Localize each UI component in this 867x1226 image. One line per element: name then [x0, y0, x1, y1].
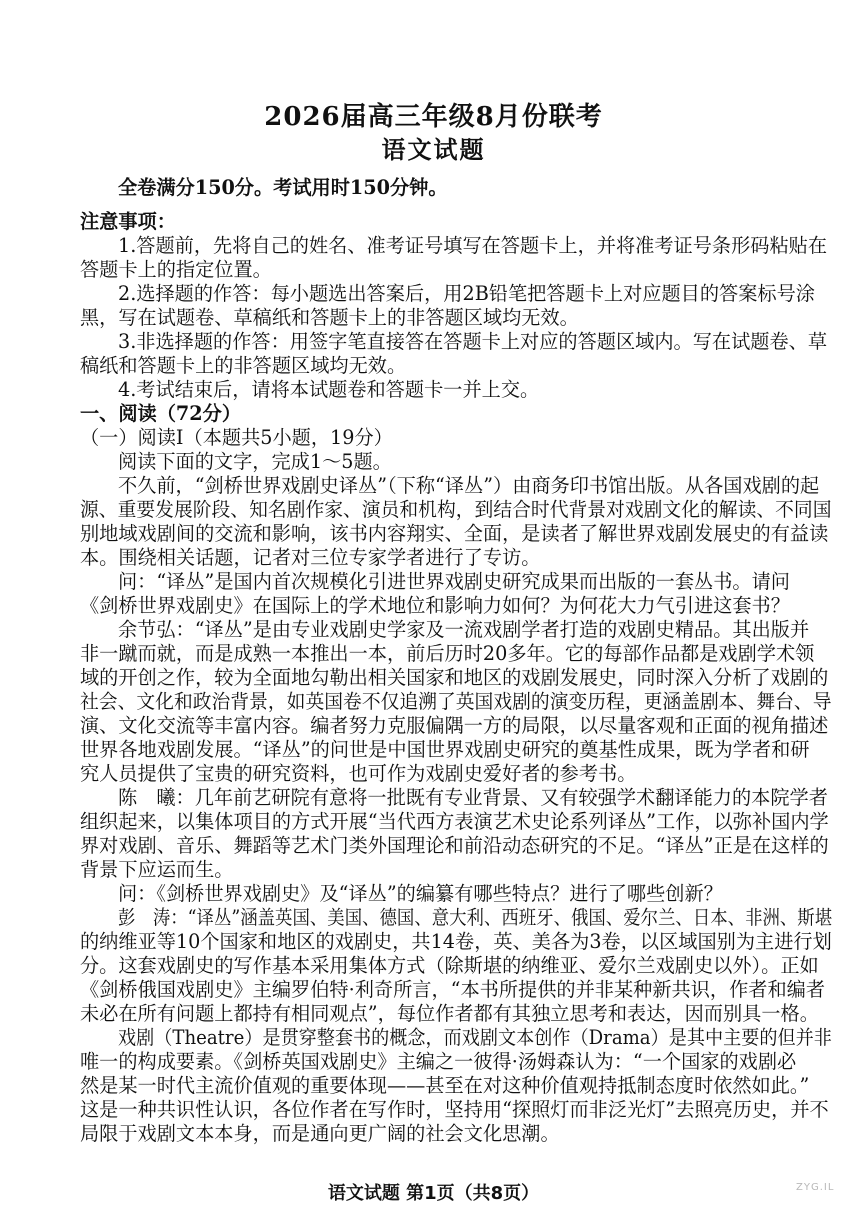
text-line: 一、阅读（72分）	[80, 402, 242, 425]
text-line: （一）阅读Ⅰ（本题共5小题，19分）	[80, 426, 393, 449]
text-line: 组织起来，以集体项目的方式开展“当代西方表演艺术史论系列译丛”工作，以弥补国内学	[80, 810, 829, 833]
exam-title: 2026届高三年级8月份联考	[264, 102, 603, 132]
text-line: 《剑桥俄国戏剧史》主编罗伯特·利奇所言，“本书所提供的并非某种新共识，作者和编者	[80, 978, 826, 1001]
text-line: 1.答题前，先将自己的姓名、准考证号填写在答题卡上，并将准考证号条形码粘贴在	[118, 234, 828, 257]
text-line: 的纳维亚等10个国家和地区的戏剧史，共14卷，英、美各为3卷，以区域国别为主进行划	[80, 930, 832, 953]
text-line: 阅读下面的文字，完成1～5题。	[118, 450, 392, 473]
text-line: 戏剧（Theatre）是贯穿整套书的概念，而戏剧文本创作（Drama）是其中主要的但并非	[118, 1026, 832, 1049]
text-line: 然是某一时代主流价值观的重要体现——甚至在对这种价值观持抵制态度时依然如此。”	[80, 1074, 810, 1097]
text-line: 问：“译丛”是国内首次规模化引进世界戏剧史研究成果而出版的一套丛书。请问	[118, 570, 790, 593]
text-line: 陈 曦：几年前艺研院有意将一批既有专业背景、又有较强学术翻译能力的本院学者	[118, 786, 828, 809]
text-line: 社会、文化和政治背景，如英国卷不仅追溯了英国戏剧的演变历程，更涵盖剧本、舞台、导	[80, 690, 832, 713]
text-line: 答题卡上的指定位置。	[80, 258, 272, 281]
text-line: 未必在所有问题上都持有相同观点”，每位作者都有其独立思考和表达，因而别具一格。	[80, 1002, 819, 1025]
text-line: 分。这套戏剧史的写作基本采用集体方式（除斯堪的纳维亚、爱尔兰戏剧史以外）。正如	[80, 954, 819, 977]
text-line: 黑，写在试题卷、草稿纸和答题卡上的非答题区域均无效。	[80, 306, 579, 329]
text-line: 余节弘：“译丛”是由专业戏剧史学家及一流戏剧学者打造的戏剧史精品。其出版并	[118, 618, 810, 641]
text-line: 本。围绕相关话题，记者对三位专家学者进行了专访。	[80, 546, 541, 569]
text-line: 彭 涛：“译丛”涵盖英国、美国、德国、意大利、西班牙、俄国、爱尔兰、日本、非洲、斯堪	[118, 906, 833, 929]
text-line: 不久前，“剑桥世界戏剧史译丛”（下称“译丛”）由商务印书馆出版。从各国戏剧的起	[118, 474, 820, 497]
text-line: 域的开创之作，较为全面地勾勒出相关国家和地区的戏剧发展史，同时深入分析了戏剧的	[80, 666, 829, 689]
text-line: 源、重要发展阶段、知名剧作家、演员和机构，到结合时代背景对戏剧文化的解读、不同国	[80, 498, 832, 521]
text-line: 稿纸和答题卡上的非答题区域均无效。	[80, 354, 407, 377]
text-line: 背景下应运而生。	[80, 858, 234, 881]
text-line: 演、文化交流等丰富内容。编者努力克服偏隅一方的局限，以尽量客观和正面的视角描述	[80, 714, 829, 737]
text-line: 局限于戏剧文本本身，而是通向更广阔的社会文化思潮。	[80, 1122, 560, 1145]
text-line: 别地域戏剧间的交流和影响，该书内容翔实、全面，是读者了解世界戏剧发展史的有益读	[80, 522, 829, 545]
text-line: 界对戏剧、音乐、舞蹈等艺术门类外国理论和前沿动态研究的不足。“译丛”正是在这样的	[80, 834, 829, 857]
text-line: 注意事项：	[80, 210, 176, 233]
text-line: 非一蹴而就，而是成熟一本推出一本，前后历时20多年。它的每部作品都是戏剧学术领	[80, 642, 815, 665]
text-line: 3.非选择题的作答：用签字笔直接答在答题卡上对应的答题区域内。写在试题卷、草	[118, 330, 828, 353]
text-line: 《剑桥世界戏剧史》在国际上的学术地位和影响力如何？为何花大力气引进这套书？	[80, 594, 790, 617]
text-line: 这是一种共识性认识，各位作者在写作时，坚持用“探照灯而非泛光灯”去照亮历史，并不	[80, 1098, 829, 1121]
text-line: 问：《剑桥世界戏剧史》及“译丛”的编纂有哪些特点？进行了哪些创新？	[118, 882, 723, 905]
page-footer: 语文试题 第1页（共8页）	[327, 1183, 540, 1204]
text-line: 4.考试结束后，请将本试题卷和答题卡一并上交。	[118, 378, 540, 401]
text-line: 世界各地戏剧发展。“译丛”的问世是中国世界戏剧史研究的奠基性成果，既为学者和研	[80, 738, 810, 761]
watermark-stamp: ZYG.IL	[796, 1182, 835, 1193]
text-line: 究人员提供了宝贵的研究资料，也可作为戏剧史爱好者的参考书。	[80, 762, 637, 785]
exam-subtitle: 语文试题	[381, 135, 486, 164]
text-line: 唯一的构成要素。《剑桥英国戏剧史》主编之一彼得·汤姆森认为：“一个国家的戏剧必	[80, 1050, 797, 1073]
text-line: 2.选择题的作答：每小题选出答案后，用2B铅笔把答题卡上对应题目的答案标号涂	[118, 282, 815, 305]
text-line: 全卷满分150分。考试用时150分钟。	[118, 176, 448, 199]
